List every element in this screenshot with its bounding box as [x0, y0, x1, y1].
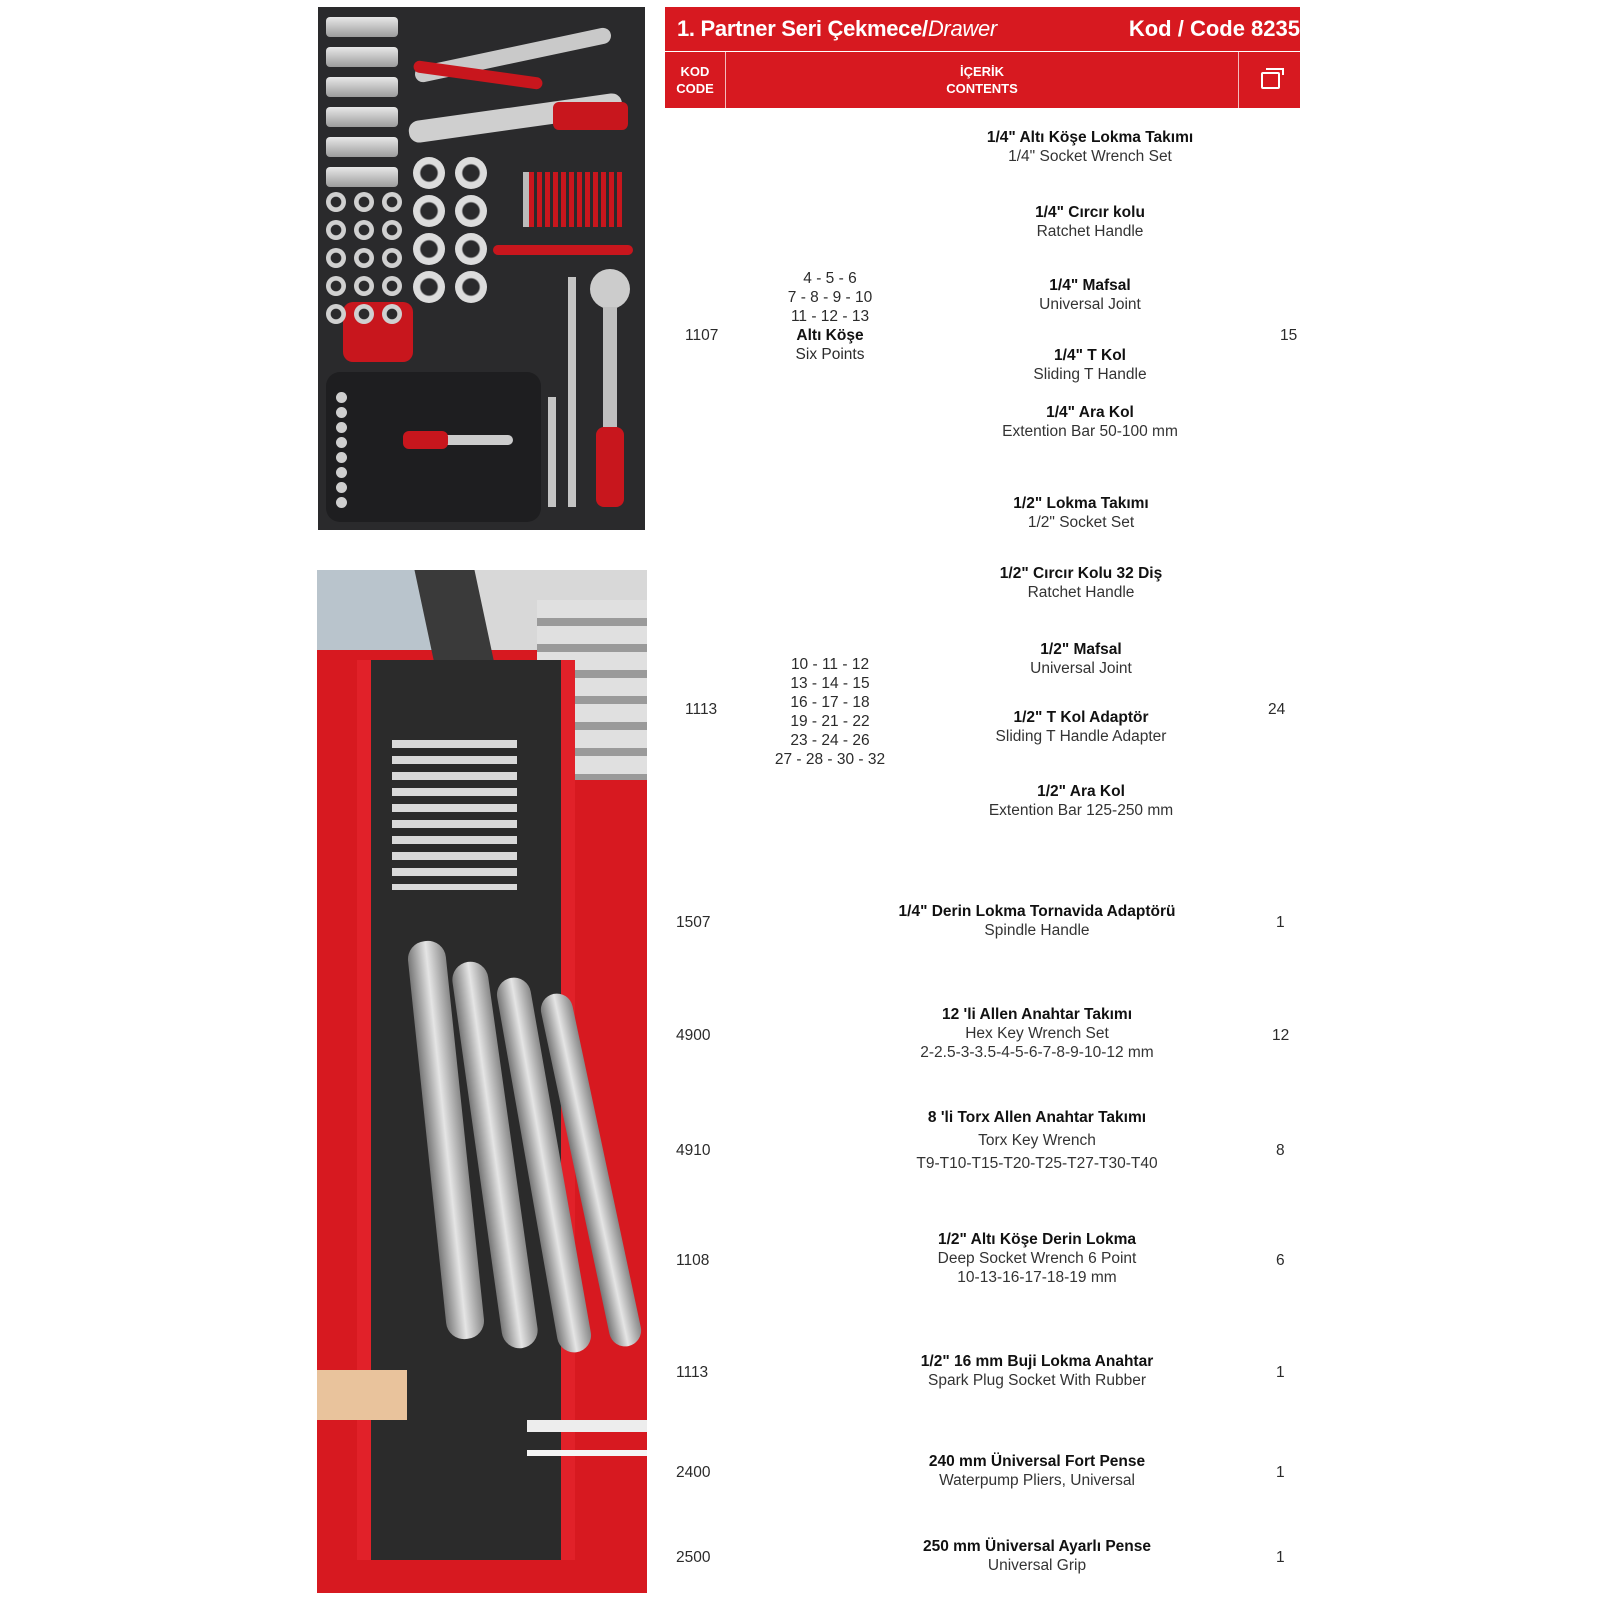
- item-name-tr: 1/2" Ara Kol: [1037, 783, 1125, 800]
- ratchet-handle-shape: [603, 307, 617, 427]
- drawer-title: 1. Partner Seri Çekmece/Drawer: [677, 16, 997, 41]
- half-inch-socket-shape: [413, 157, 445, 189]
- item-detail: 2-2.5-3-3.5-4-5-6-7-8-9-10-12 mm: [920, 1044, 1154, 1061]
- content-item: [1002, 403, 1178, 441]
- content-item: [1000, 564, 1162, 602]
- content-item: [1013, 494, 1148, 532]
- half-inch-socket-shape: [455, 157, 487, 189]
- socket-shape: [382, 220, 402, 240]
- content-item: [1039, 276, 1141, 314]
- row-quantity: 6: [1276, 1252, 1285, 1269]
- bit-socket-shape: [336, 497, 347, 508]
- item-name-en: Sliding T Handle Adapter: [995, 728, 1167, 745]
- ratchet-grip-shape: [596, 427, 624, 507]
- item-name-en: Ratchet Handle: [1036, 223, 1144, 240]
- half-inch-socket-shape: [455, 233, 487, 265]
- header-quantity: [1238, 52, 1301, 108]
- header-code-en: CODE: [676, 81, 714, 96]
- item-name-en: 1/2" Socket Set: [1027, 514, 1135, 531]
- half-inch-socket-shape: [413, 233, 445, 265]
- row-quantity: 1: [1276, 1464, 1285, 1481]
- item-name-en: Universal Joint: [1030, 660, 1132, 677]
- item-detail: T9-T10-T15-T20-T25-T27-T30-T40: [916, 1155, 1158, 1172]
- content-item: [1030, 640, 1132, 678]
- row-quantity: 1: [1276, 1364, 1285, 1381]
- socket-shape: [382, 276, 402, 296]
- content-item: [929, 1452, 1145, 1490]
- content-item: [989, 782, 1173, 820]
- bit-socket-shape: [336, 422, 347, 433]
- deep-socket-shape: [326, 47, 398, 67]
- content-item: [921, 1352, 1153, 1390]
- row-code: 1113: [676, 1364, 709, 1381]
- item-name-tr: 250 mm Üniversal Ayarlı Pense: [922, 1538, 1152, 1555]
- row-code: 1108: [676, 1252, 710, 1269]
- socket-shape: [326, 304, 346, 324]
- half-inch-socket-shape: [413, 271, 445, 303]
- socket-shape: [326, 192, 346, 212]
- size-line: 23 - 24 - 26: [790, 732, 870, 749]
- size-list: [740, 269, 920, 364]
- bit-socket-shape: [336, 392, 347, 403]
- content-item: [920, 1005, 1153, 1062]
- drawer-handle-shape: [527, 1420, 647, 1432]
- size-line: 16 - 17 - 18: [790, 694, 870, 711]
- tool-tray-photo: [318, 7, 645, 530]
- item-name-en: Extention Bar 125-250 mm: [988, 802, 1174, 819]
- item-name-tr: 1/4" T Kol: [1054, 347, 1126, 364]
- item-name-tr: 1/4" Mafsal: [1049, 277, 1131, 294]
- deep-socket-shape: [326, 17, 398, 37]
- socket-shape: [354, 192, 374, 212]
- row-code: 1107: [685, 327, 719, 344]
- row-code: 4900: [676, 1027, 711, 1044]
- item-name-tr: 1/2" Lokma Takımı: [1013, 495, 1149, 512]
- socket-shape: [354, 276, 374, 296]
- row-code: 4910: [676, 1142, 711, 1159]
- deep-socket-shape: [326, 137, 398, 157]
- screwdriver-shape: [493, 245, 633, 255]
- open-drawer-photo: [317, 570, 647, 1593]
- item-name-en: Torx Key Wrench: [978, 1132, 1096, 1149]
- product-code-label: Kod / Code 8235: [1128, 16, 1300, 41]
- row-quantity: 8: [1276, 1142, 1285, 1159]
- box-icon: [1261, 72, 1280, 89]
- item-name-en: Ratchet Handle: [1027, 584, 1135, 601]
- deep-socket-shape: [326, 167, 398, 187]
- bit-socket-shape: [336, 467, 347, 478]
- socket-shape: [354, 304, 374, 324]
- size-line: 7 - 8 - 9 - 10: [787, 289, 873, 306]
- item-name-tr: 1/4" Cırcır kolu: [1035, 204, 1145, 221]
- content-item: [996, 708, 1167, 746]
- item-name-tr: 1/2" T Kol Adaptör: [1013, 709, 1149, 726]
- half-inch-socket-shape: [455, 271, 487, 303]
- item-name-en: Universal Grip: [987, 1557, 1087, 1574]
- content-item: [938, 1230, 1137, 1287]
- row-code: 2500: [676, 1549, 711, 1566]
- row-code: 1507: [676, 914, 711, 931]
- header-code-tr: KOD: [680, 64, 710, 79]
- item-name-en: Spindle Handle: [984, 922, 1090, 939]
- row-quantity: 1: [1276, 914, 1285, 931]
- header-contents: [726, 52, 1238, 108]
- content-item: [1035, 203, 1145, 241]
- item-name-en: Hex Key Wrench Set: [965, 1025, 1109, 1042]
- deep-socket-shape: [326, 107, 398, 127]
- table-header: [665, 52, 1300, 108]
- extension-bar-shape: [568, 277, 576, 507]
- row-code: 2400: [676, 1464, 711, 1481]
- size-list: [740, 655, 920, 769]
- content-item: [923, 1537, 1151, 1575]
- size-line: 27 - 28 - 30 - 32: [774, 751, 886, 768]
- item-name-tr: 1/2" Mafsal: [1040, 641, 1122, 658]
- content-item: [899, 902, 1176, 940]
- socket-shape: [354, 220, 374, 240]
- quarter-ratchet-grip-shape: [403, 431, 448, 449]
- drawer-handle-2-shape: [527, 1450, 647, 1456]
- item-name-en: 1/4" Socket Wrench Set: [1008, 148, 1172, 165]
- half-inch-socket-shape: [413, 195, 445, 227]
- item-name-en: Spark Plug Socket With Rubber: [928, 1372, 1146, 1389]
- item-name-en: Deep Socket Wrench 6 Point: [937, 1250, 1137, 1267]
- size-type-en: Six Points: [795, 346, 865, 363]
- bit-socket-shape: [336, 452, 347, 463]
- row-code: 1113: [685, 701, 718, 718]
- row-quantity: 12: [1272, 1027, 1290, 1044]
- size-line: 4 - 5 - 6: [803, 270, 857, 287]
- size-type-tr: Altı Köşe: [796, 327, 864, 344]
- deep-socket-shape: [326, 77, 398, 97]
- item-name-tr: 1/2" Altı Köşe Derin Lokma: [938, 1231, 1136, 1248]
- item-name-tr: 1/4" Derin Lokma Tornavida Adaptörü: [898, 903, 1176, 920]
- hex-key-set-shape: [523, 172, 624, 227]
- content-item: [916, 1106, 1157, 1175]
- item-name-en: Sliding T Handle: [1033, 366, 1147, 383]
- socket-shape: [326, 248, 346, 268]
- bit-socket-shape: [336, 437, 347, 448]
- content-item: [1033, 346, 1146, 384]
- item-name-en: Waterpump Pliers, Universal: [939, 1472, 1135, 1489]
- row-quantity: 1: [1276, 1549, 1285, 1566]
- header-contents-en: CONTENTS: [946, 81, 1018, 96]
- item-name-tr: 1/4" Ara Kol: [1046, 404, 1134, 421]
- socket-shape: [382, 192, 402, 212]
- item-name-tr: 1/4" Altı Köşe Lokma Takımı: [986, 129, 1194, 146]
- content-item: [987, 128, 1193, 166]
- item-name-tr: 8 'li Torx Allen Anahtar Takımı: [927, 1109, 1147, 1126]
- header-contents-tr: İÇERİK: [959, 64, 1005, 79]
- item-name-en: Extention Bar 50-100 mm: [1002, 423, 1178, 440]
- item-name-tr: 240 mm Üniversal Fort Pense: [928, 1453, 1146, 1470]
- bit-socket-shape: [336, 482, 347, 493]
- hammer-handle-shape: [317, 1370, 407, 1420]
- item-name-en: Universal Joint: [1039, 296, 1141, 313]
- item-name-tr: 1/2" 16 mm Buji Lokma Anahtar: [920, 1353, 1154, 1370]
- size-line: 11 - 12 - 13: [790, 308, 870, 325]
- half-inch-socket-shape: [455, 195, 487, 227]
- size-line: 13 - 14 - 15: [790, 675, 870, 692]
- socket-shape: [326, 220, 346, 240]
- extension-bar-short-shape: [548, 397, 556, 507]
- socket-shape: [382, 248, 402, 268]
- grip-handle-shape: [553, 102, 628, 130]
- size-line: 10 - 11 - 12: [790, 656, 870, 673]
- socket-shape: [326, 276, 346, 296]
- size-line: 19 - 21 - 22: [790, 713, 870, 730]
- item-detail: 10-13-16-17-18-19 mm: [957, 1269, 1117, 1286]
- socket-shape: [382, 304, 402, 324]
- row-quantity: 24: [1268, 701, 1286, 718]
- socket-shape: [354, 248, 374, 268]
- title-bar: [665, 7, 1300, 51]
- row-quantity: 15: [1280, 327, 1298, 344]
- bit-socket-shape: [336, 407, 347, 418]
- item-name-tr: 12 'li Allen Anahtar Takımı: [941, 1006, 1133, 1023]
- wrench-rack-shape: [392, 740, 517, 890]
- header-code: [665, 52, 726, 108]
- item-name-tr: 1/2" Cırcır Kolu 32 Diş: [999, 565, 1163, 582]
- ratchet-head-shape: [590, 269, 630, 309]
